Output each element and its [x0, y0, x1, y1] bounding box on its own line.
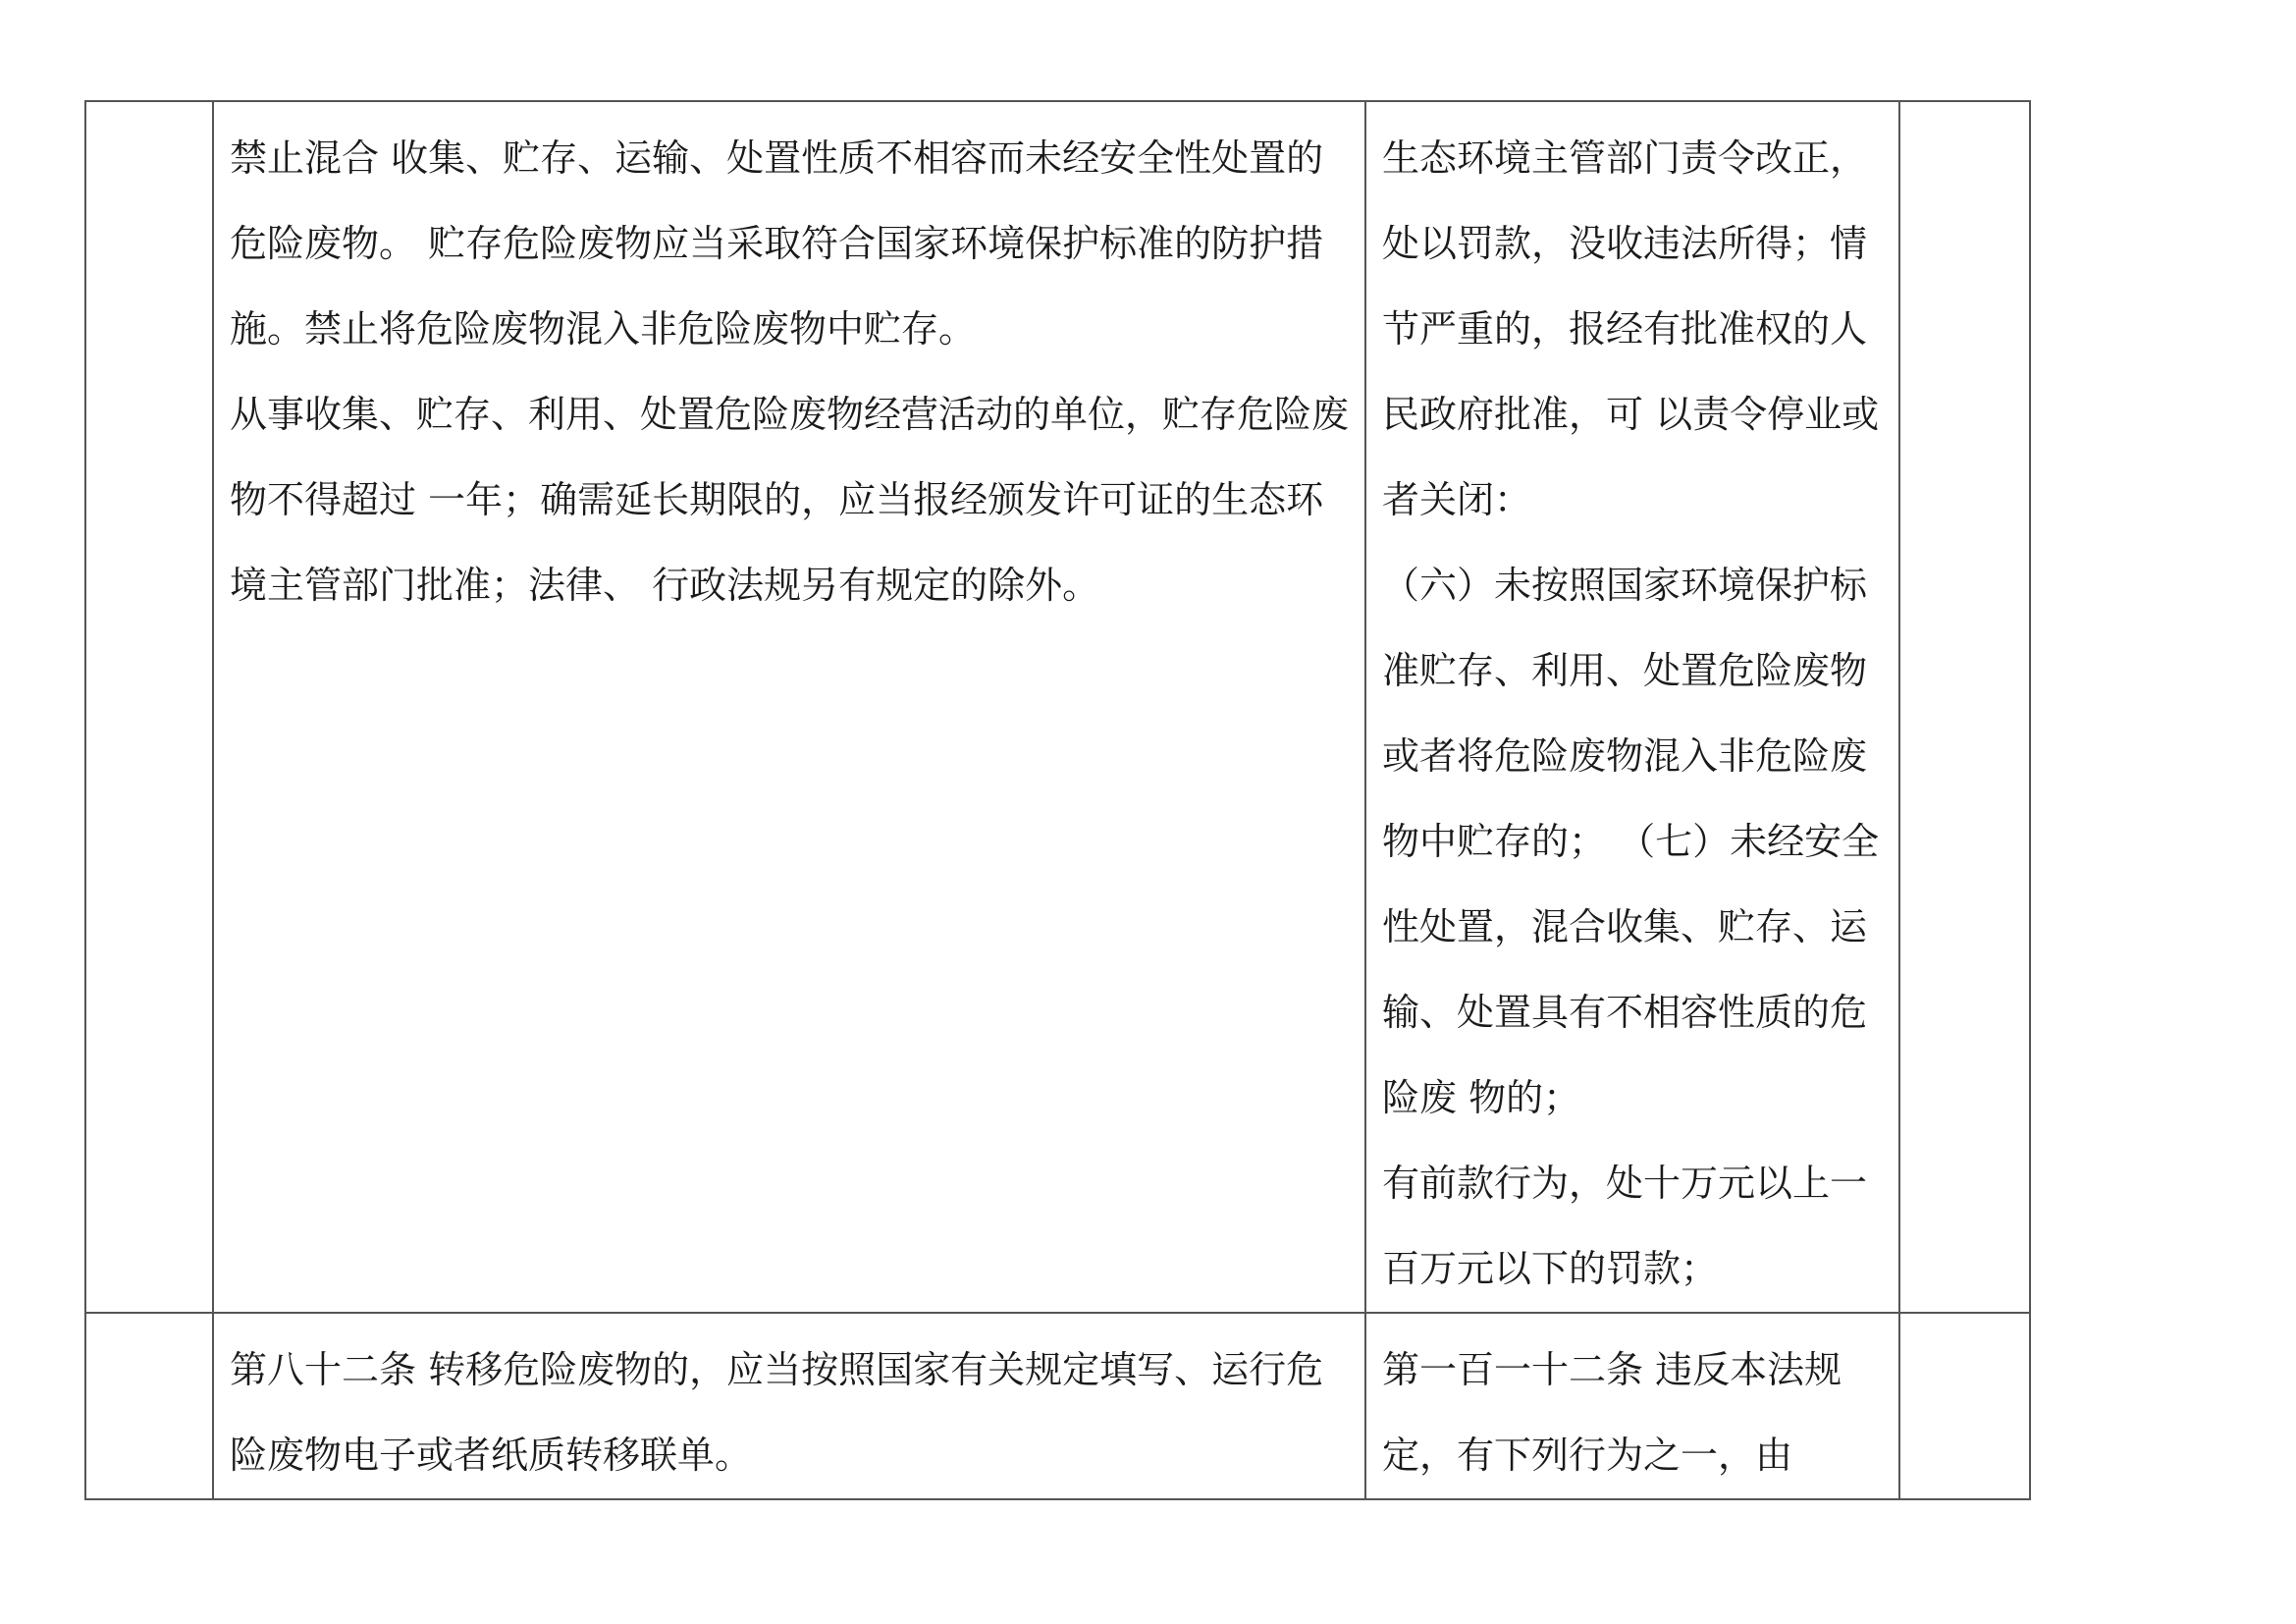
row-index-cell [85, 101, 213, 1313]
obligation-paragraph: 禁止混合 收集、贮存、运输、处置性质不相容而未经安全性处置的危险废物。 贮存危险废物应当采取符合国家环境保护标准的防护措施。禁止将危险废物混入非危险废物中贮存。 [230, 136, 1324, 351]
remarks-cell [1899, 1313, 2030, 1499]
penalty-paragraph: 有前款行为，处十万元以上一百万元以下的罚款； [1382, 1162, 1868, 1290]
penalty-paragraph: （六）未按照国家环境保护标准贮存、利用、处置危险废物或者将危险废物混入非危险废物中贮存的； （七）未经安全性处置，混合收集、贮存、运输、处置具有不相容性质的危险废 物的； [1382, 564, 1880, 1119]
penalty-paragraph: 第一百一十二条 违反本法规定，有下列行为之一，由 [1382, 1348, 1842, 1477]
obligation-paragraph: 从事收集、贮存、利用、处置危险废物经营活动的单位，贮存危险废物不得超过 一年；确需延长期限的，应当报经颁发许可证的生态环境主管部门批准；法律、 行政法规另有规定的除外。 [230, 393, 1350, 607]
penalty-cell [1365, 1313, 1899, 1499]
obligation-cell [213, 1313, 1365, 1499]
table-row [85, 101, 2030, 1313]
table-row [85, 1313, 2030, 1499]
obligation-cell [213, 101, 1365, 1313]
remarks-cell [1899, 101, 2030, 1313]
row-index-cell [85, 1313, 213, 1499]
regulation-table [84, 100, 2031, 1500]
penalty-paragraph: 生态环境主管部门责令改正，处以罚款，没收违法所得；情节严重的，报经有批准权的人民政府批准，可 以责令停业或者关闭： [1382, 136, 1880, 521]
obligation-paragraph: 第八十二条 转移危险废物的，应当按照国家有关规定填写、运行危险废物电子或者纸质转移联单。 [230, 1348, 1324, 1477]
penalty-cell [1365, 101, 1899, 1313]
